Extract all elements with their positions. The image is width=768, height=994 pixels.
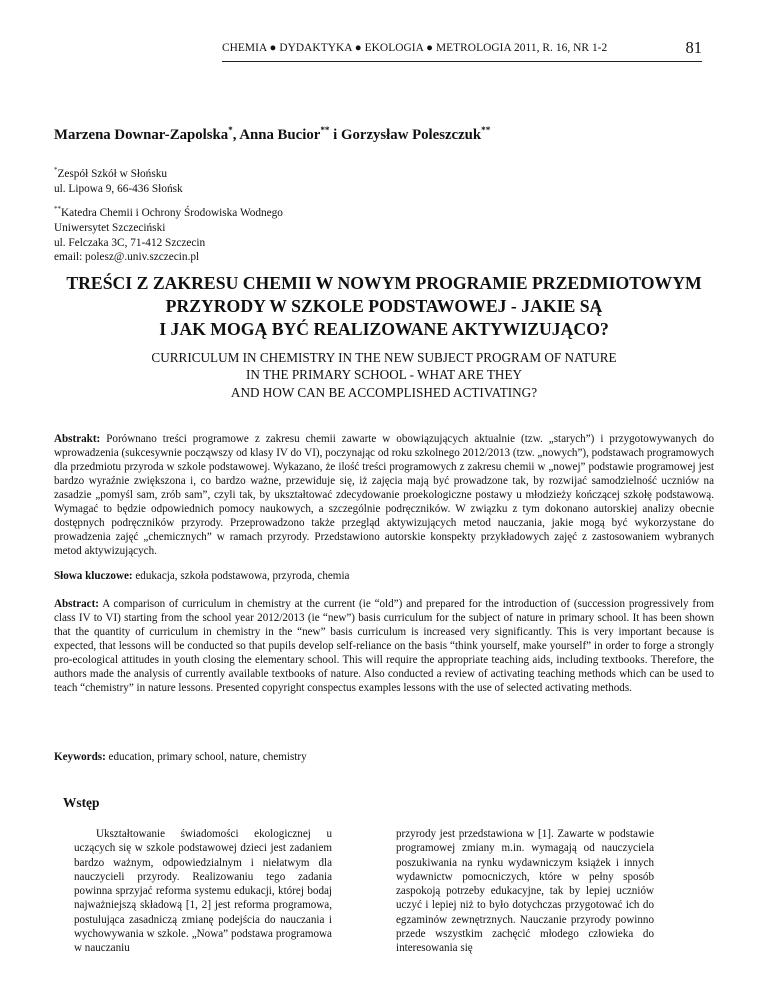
- abstract-text: A comparison of curriculum in chemistry at the current (ie “old”) and prepared for the introduction of (succession progressively from class IV to VI) starting from the school year 2012/2013 (ie “new”) basis curriculum for the subject of nature in primary school. It has been shown that the quantity of curriculum in chemistry in the “new” basis curriculum is increased very significantly. This is very important because is expected, that lessons will be conducted so that pupils develop self-reliance on the basis “think yourself, make yourself” in order to forge a strongly pro-ecological attitudes in youth closing the elementary school. This will require the appropriate teaching aids, including textbooks. Therefore, the authors made the analysis of currently available textbooks of nature. Also conducted a review of activating teaching methods which can be used to teach “chemistry” in nature lessons. Presented copyright conspectus examples lessons with the use of selected activating methods.: [54, 598, 714, 695]
- author-affiliation-mark: **: [320, 125, 330, 136]
- affiliation-line: Uniwersytet Szczeciński: [54, 221, 166, 234]
- affiliation-email[interactable]: email: polesz@.univ.szczecin.pl: [54, 251, 200, 264]
- keywords-text: education, primary school, nature, chemistry: [108, 751, 307, 763]
- affiliation-line: Zespół Szkół w Słońsku: [57, 168, 168, 180]
- abstract-polish: [54, 432, 714, 558]
- affiliation-1: [54, 167, 183, 197]
- affiliation-2: [54, 206, 283, 265]
- body-paragraph: Ukształtowanie świadomości ekologicznej u uczących się w szkole podstawowej dzieci jest zadaniem bardzo ważnym, odpowiedzialnym i niełatwym dla nauczycieli przyrody. Realizowaniu tego zadania powinna sprzyjać reforma systemu edukacji, której bodaj najważniejszą składową [1, 2] jest reforma programowa, postulująca zasadniczą zmianę podejścia do nauczania i wychowywania w szkole. „Nowa” podstawa programowa w nauczaniu: [74, 828, 332, 955]
- keywords-label: Keywords:: [54, 751, 106, 763]
- abstract-english: [54, 597, 714, 695]
- keywords-polish: [54, 569, 714, 583]
- keywords-text: edukacja, szkoła podstawowa, przyroda, chemia: [135, 570, 350, 582]
- affiliation-mark: **: [54, 205, 61, 214]
- keywords-english: [54, 750, 714, 764]
- author-name: Marzena Downar-Zapolska: [54, 127, 229, 143]
- body-column-right: [396, 827, 654, 956]
- title-line: IN THE PRIMARY SCHOOL - WHAT ARE THEY: [245, 367, 523, 383]
- page-number: 81: [685, 38, 702, 57]
- affiliation-line: ul. Felczaka 3C, 71-412 Szczecin: [54, 236, 206, 249]
- author-list: [54, 127, 490, 144]
- affiliation-line: ul. Lipowa 9, 66-436 Słońsk: [54, 182, 183, 195]
- title-line: TREŚCI Z ZAKRESU CHEMII W NOWYM PROGRAMIE PRZEDMIOTOWYM: [66, 273, 702, 293]
- body-paragraph: przyrody jest przedstawiona w [1]. Zawarte w podstawie programowej zmiany m.in. wymagają od nauczyciela poszukiwania na rynku wydawniczym książek i innych wydawnictw pomocniczych, które w pełny sposób zaspokoją potrzeby edukacyjne, tak by lepiej uczniów uczyć i lepiej niż to było dotychczas przygotować ich do egzaminów zewnętrznych. Nauczanie przyrody powinno przede wszystkim zachęcić młodego człowieka do interesowania się: [396, 828, 654, 955]
- article-title-polish: [54, 272, 714, 341]
- affiliation-line: Katedra Chemii i Ochrony Środowiska Wodnego: [61, 207, 283, 219]
- body-column-left: [74, 827, 332, 956]
- author-name: Anna Bucior: [239, 127, 321, 143]
- section-heading: Wstęp: [63, 795, 100, 810]
- author-separator: ,: [232, 127, 240, 143]
- title-line: I JAK MOGĄ BYĆ REALIZOWANE AKTYWIZUJĄCO?: [159, 319, 609, 339]
- title-line: CURRICULUM IN CHEMISTRY IN THE NEW SUBJECT PROGRAM OF NATURE: [151, 350, 617, 365]
- header-rule: [222, 61, 702, 62]
- author-name: Gorzysław Poleszczuk: [340, 127, 482, 143]
- author-separator: i: [329, 127, 341, 143]
- title-line: AND HOW CAN BE ACCOMPLISHED ACTIVATING?: [230, 384, 538, 400]
- author-affiliation-mark: *: [228, 125, 233, 136]
- keywords-label: Słowa kluczowe:: [54, 570, 133, 582]
- affiliation-mark: *: [54, 166, 58, 175]
- abstract-label: Abstract:: [54, 598, 99, 610]
- author-affiliation-mark: **: [481, 125, 491, 136]
- article-title-english: [54, 349, 714, 401]
- running-title: CHEMIA ● DYDAKTYKA ● EKOLOGIA ● METROLOGIA 2011, R. 16, NR 1-2: [222, 42, 608, 54]
- title-line: PRZYRODY W SZKOLE PODSTAWOWEJ - JAKIE SĄ: [165, 296, 603, 316]
- abstract-text: Porównano treści programowe z zakresu chemii zawarte w obowiązujących aktualnie (tzw. „starych”) i przygotowywanych do wprowadzenia (sukcesywnie począwszy od klasy IV do VI), poczynając od roku szkolnego 2012/2013 (tzw. „nowych”), podstawach programowych dla przedmiotu przyroda w szkole podstawowej. Wykazano, że ilość treści programowych z zakresu chemii w „nowej” podstawie programowej jest bardzo wyraźnie zwiększona i, co bardzo ważne, przewiduje się, iż zajęcia mają być prowadzone tak, by rozwijać samodzielność uczniów na zasadzie „pomyśl sam, zrób sam”, czyli tak, by ukształtować zdecydowanie proekologiczne postawy u młodzieży kończącej szkołę podstawową. Wymagać to będzie odpowiednich pomocy naukowych, a szczególnie podręczników. W związku z tym dokonano autorskiej analizy obecnie dostępnych podręczników przyrody. Przeprowadzono także przegląd aktywizujących metod nauczania, jakie mogą być wykorzystane do prowadzenia zajęć „chemicznych” w ramach przyrody. Przedstawiono autorskie konspekty przykładowych zajęć z zastosowaniem wybranych metod aktywizujących.: [54, 433, 714, 558]
- abstract-label: Abstrakt:: [54, 433, 101, 445]
- running-header: [222, 38, 702, 63]
